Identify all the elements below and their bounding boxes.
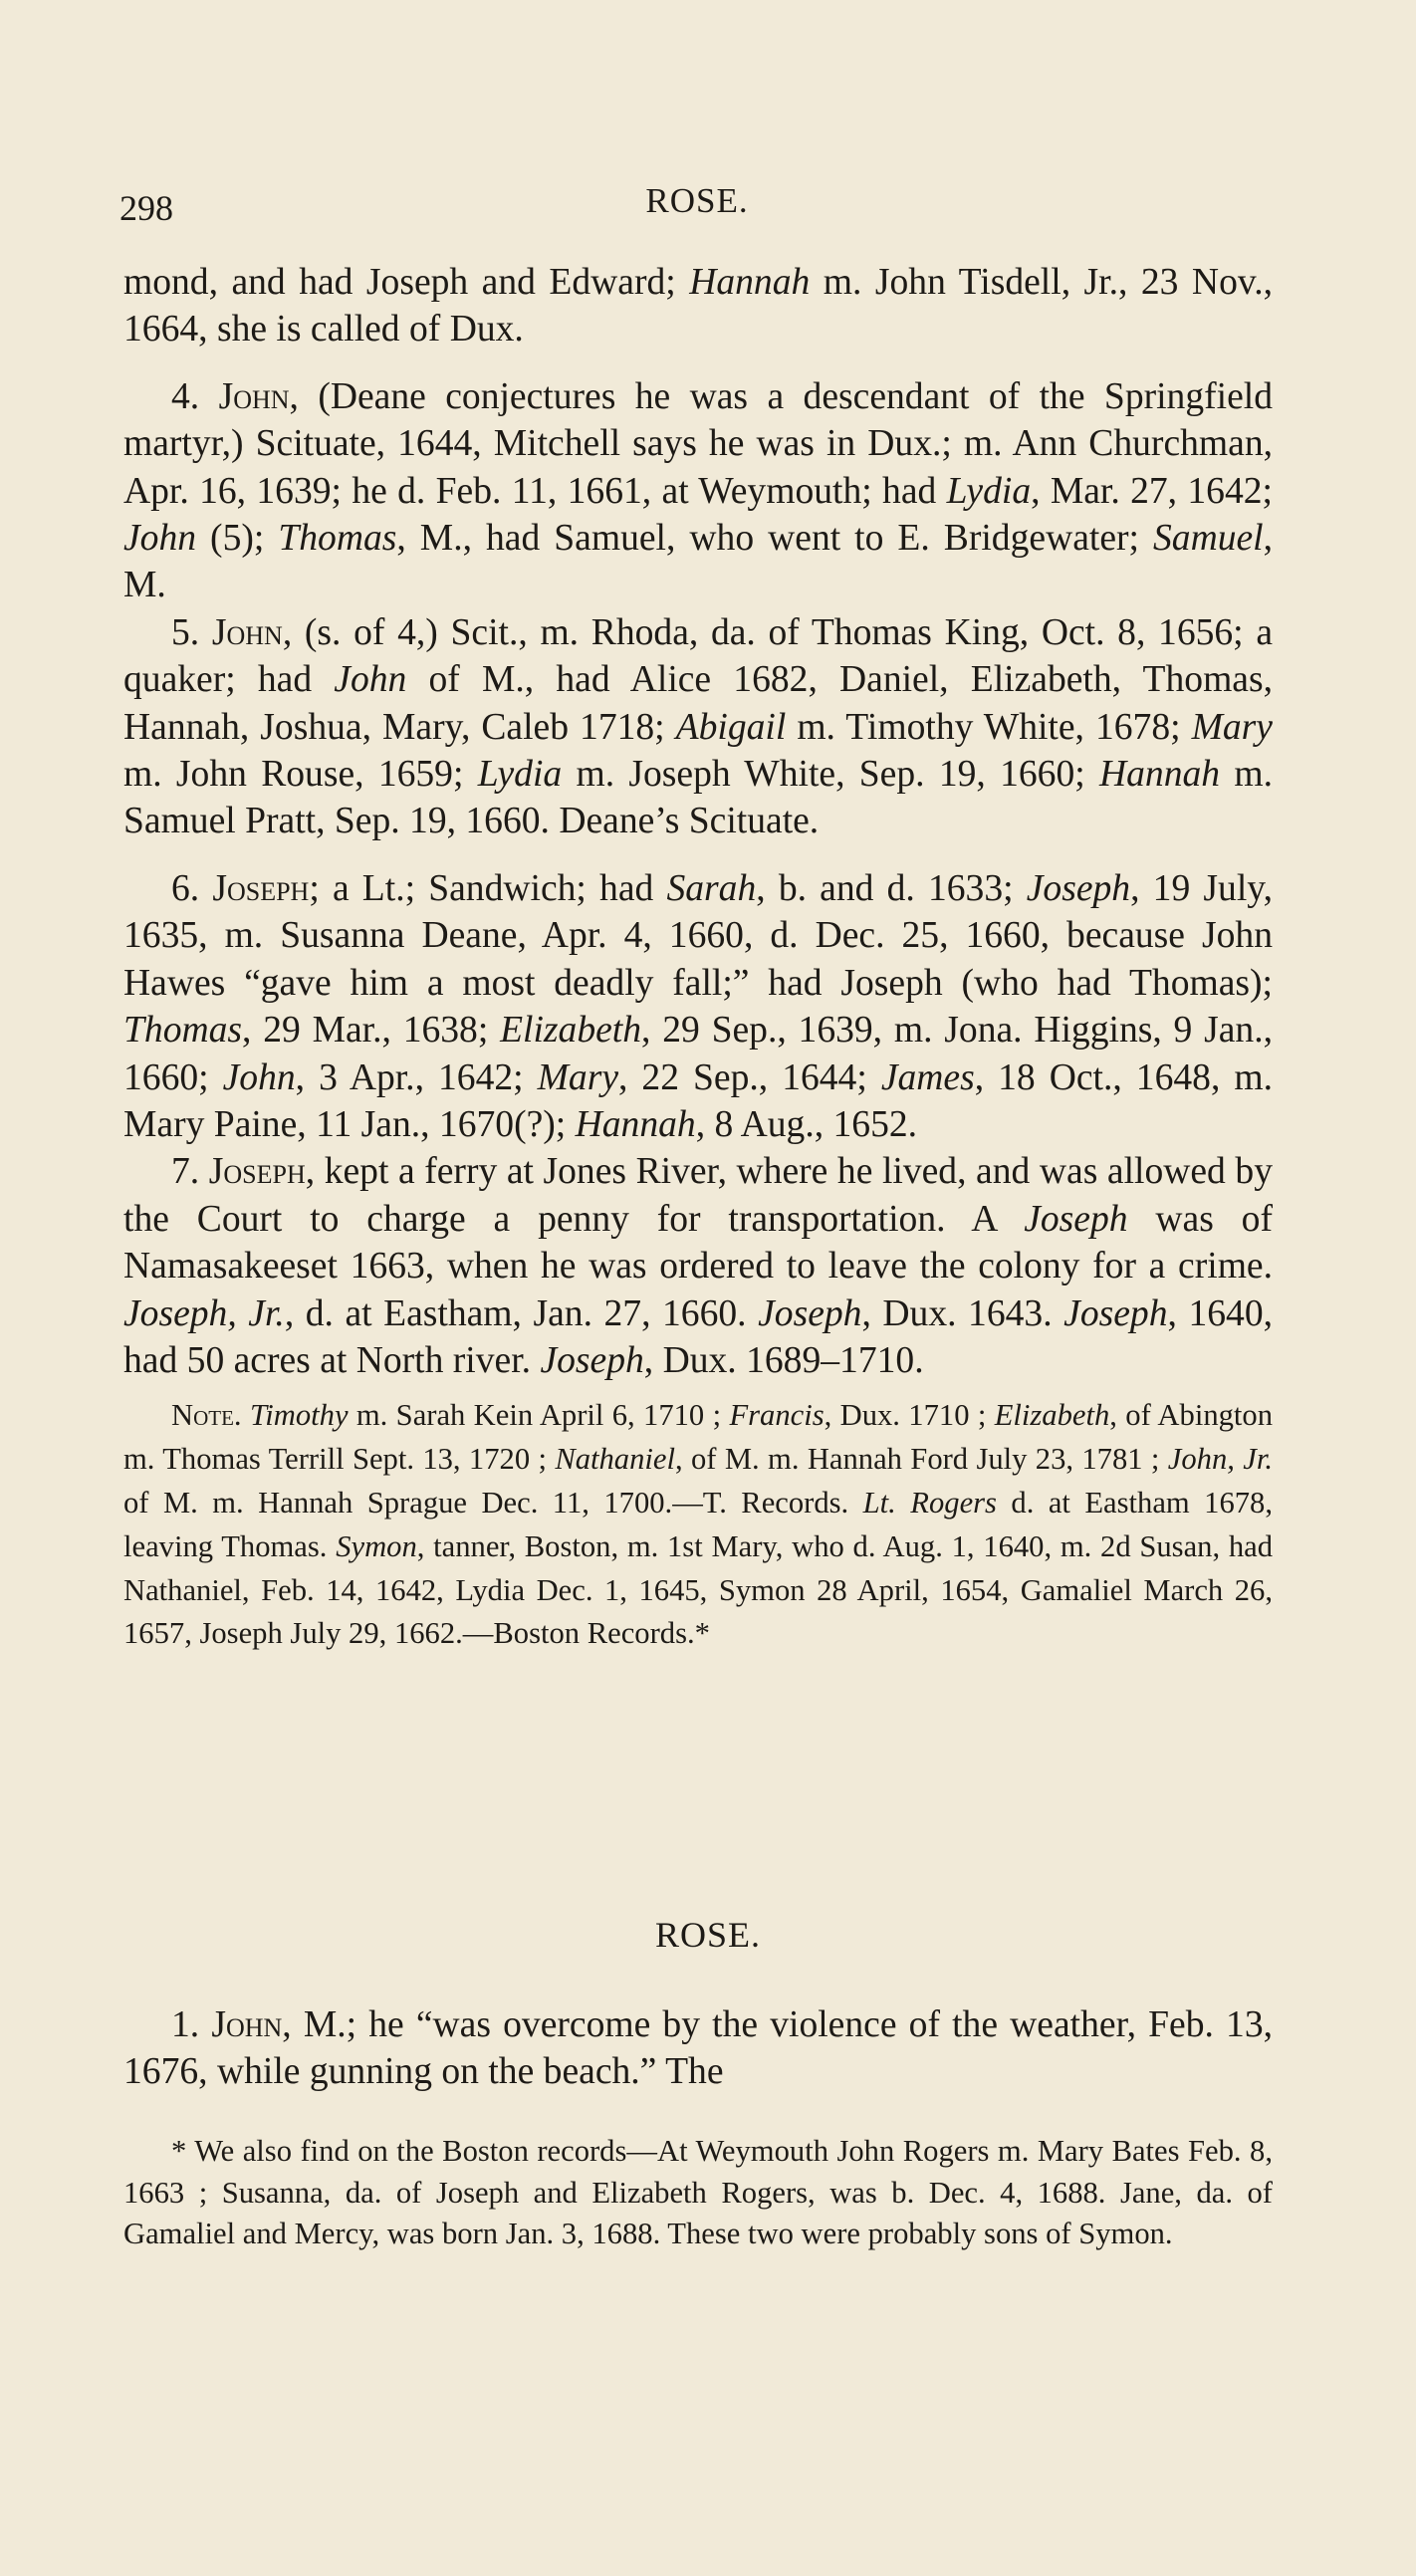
text-run: of M., had Alice 1682, Daniel, Elizabeth, Thomas, Hannah, Joshua, Mary, Caleb 1718; <box>123 659 1273 748</box>
name-john: John <box>123 518 197 560</box>
name-sarah: Sarah <box>666 867 757 909</box>
text-run: d. at Eastham 1678, leaving Thomas. <box>123 1485 1273 1563</box>
name-thomas: Thomas <box>278 518 397 560</box>
name-lydia: Lydia <box>477 754 563 796</box>
main-text <box>123 259 1273 1656</box>
text-run: , kept a ferry at Jones River, where he lived, and was allowed by the Court to charge a penny for transportation. A <box>123 1151 1273 1240</box>
text-run: , 3 Apr., 1642; <box>295 1056 538 1098</box>
name-elizabeth: Elizabeth <box>994 1398 1110 1433</box>
running-head: ROSE. <box>645 181 749 220</box>
text-run: (5); <box>196 518 279 560</box>
text-run: m. Timothy White, 1678; <box>786 706 1192 748</box>
name-joseph-jr: Joseph, Jr. <box>123 1292 285 1334</box>
text-run: , M.; he “was overcome by the violence of the weather, Feb. 13, 1676, while gunning on the beach.” The <box>123 2004 1274 2093</box>
name-elizabeth: Elizabeth <box>500 1010 642 1052</box>
entry-4-john <box>123 373 1273 609</box>
entry-5-john <box>123 609 1273 845</box>
name-joseph: Joseph <box>1063 1292 1168 1334</box>
page-header <box>119 179 1275 229</box>
text-run: , Mar. 27, 1642; <box>1031 470 1273 512</box>
entry-name: John <box>211 2004 283 2045</box>
text-run: , (s. of 4,) Scit., m. Rhoda, da. of Thomas King, Oct. 8, 1656; a quaker; had <box>123 611 1273 701</box>
entry-6-joseph <box>123 865 1273 1148</box>
text-run: , Dux. 1689–1710. <box>643 1339 924 1381</box>
name-joseph: Joseph <box>1026 867 1131 909</box>
name-timothy: Timothy <box>249 1398 349 1433</box>
paragraph-continued <box>123 259 1273 353</box>
text-run: , tanner, Boston, m. 1st Mary, who d. Aug. 1, 1640, m. 2d Susan, had Nathaniel, Feb. 14, 1642, Lydia Dec. 1, 1645, Symon 28 April, 1654, Gamaliel March 26, 1657, Joseph July 29, 1662.—Boston Records.* <box>123 1528 1273 1651</box>
text-run: , Dux. 1643. <box>861 1292 1064 1334</box>
text-run: , (Deane conjectures he was a descendant of the Springfield martyr,) Scituate, 1644, Mitchell says he was in Dux.; m. Ann Churchman, Apr. 16, 1639; he d. Feb. 11, 1661, at Weymouth; had <box>123 375 1274 512</box>
name-joseph: Joseph <box>1024 1198 1128 1240</box>
text-run: , 8 Aug., 1652. <box>695 1103 918 1145</box>
rose-section-text <box>123 2001 1273 2096</box>
name-symon: Symon <box>336 1528 417 1563</box>
text-run: , Dux. 1710 ; <box>824 1398 995 1433</box>
text-run: , of M. m. Hannah Ford July 23, 1781 ; <box>675 1442 1168 1477</box>
text-run: , 29 Sep., 1639, m. Jona. Higgins, 9 Jan., 1660; <box>123 1010 1273 1098</box>
name-francis: Francis <box>729 1398 825 1433</box>
text-run: m. John Rouse, 1659; <box>123 754 478 796</box>
note-paragraph <box>123 1394 1273 1656</box>
text-run: mond, and had Joseph and Edward; <box>123 262 690 303</box>
text-run: m. Sarah Kein April 6, 1710 ; <box>348 1398 730 1433</box>
text-run: m. John Tisdell, Jr., 23 Nov., 1664, she is called of Dux. <box>123 262 1273 351</box>
name-lydia: Lydia <box>946 470 1032 512</box>
text-run: , b. and d. 1633; <box>756 867 1027 909</box>
text-run: , of Abington m. Thomas Terrill Sept. 13, 1720 ; <box>123 1398 1274 1477</box>
name-lt-rogers: Lt. Rogers <box>862 1485 997 1520</box>
name-samuel: Samuel <box>1152 518 1264 560</box>
entry-number: 7. <box>171 1151 209 1193</box>
name-nathaniel: Nathaniel <box>555 1442 675 1477</box>
entry-name: John <box>211 611 283 653</box>
entry-number: 6. <box>171 867 213 909</box>
name-john-jr: John, Jr. <box>1167 1442 1273 1477</box>
text-run: ; a Lt.; Sandwich; had <box>309 867 667 909</box>
name-joseph: Joseph <box>758 1292 862 1334</box>
entry-number: 1. <box>171 2004 212 2045</box>
entry-number: 5. <box>171 611 212 653</box>
rose-entry-1-john <box>123 2001 1273 2096</box>
name-mary: Mary <box>1191 706 1273 748</box>
page-number: 298 <box>119 188 173 228</box>
name-mary: Mary <box>537 1056 619 1098</box>
text-run: , 18 Oct., 1648, m. Mary Paine, 11 Jan., 1670(?); <box>123 1056 1273 1145</box>
entry-7-joseph <box>123 1148 1273 1384</box>
note-label: Note. <box>171 1398 242 1433</box>
section-title: ROSE. <box>654 1915 762 1955</box>
name-hannah: Hannah <box>575 1103 696 1145</box>
name-abigail: Abigail <box>675 706 787 748</box>
text-run: , 22 Sep., 1644; <box>618 1056 881 1098</box>
text-run: , M. <box>123 518 1274 606</box>
name-john: John <box>222 1056 296 1098</box>
text-run: of M. m. Hannah Sprague Dec. 11, 1700.—T. Records. <box>123 1485 863 1520</box>
name-joseph: Joseph <box>540 1339 644 1381</box>
footnote: * We also find on the Boston records—At Weymouth John Rogers m. Mary Bates Feb. 8, 1663 ; Susanna, da. of Joseph and Elizabeth Rogers, was b. Dec. 4, 1688. Jane, da. of Gamaliel and Mercy, was born Jan. 3, 1688. These two were probably sons of Symon. <box>123 2134 1273 2250</box>
entry-name: Joseph <box>208 1151 306 1193</box>
text-run: m. Joseph White, Sep. 19, 1660; <box>562 754 1099 796</box>
entry-name: John <box>218 375 290 417</box>
text-run: , 1640, had 50 acres at North river. <box>123 1292 1274 1381</box>
entry-name: Joseph <box>212 867 310 909</box>
name-hannah: Hannah <box>1098 754 1221 796</box>
text-run: , 29 Mar., 1638; <box>242 1010 501 1052</box>
text-run: m. Samuel Pratt, Sep. 19, 1660. Deane’s Scituate. <box>123 754 1273 842</box>
name-hannah: Hannah <box>689 262 811 303</box>
name-thomas: Thomas <box>123 1010 243 1052</box>
name-john: John <box>334 659 407 701</box>
text-run: , 19 July, 1635, m. Susanna Deane, Apr. 4, 1660, d. Dec. 25, 1660, because John Hawes “gave him a most deadly fall;” had Joseph (who had Thomas); <box>123 867 1274 1004</box>
text-run: was of Namasakeeset 1663, when he was ordered to leave the colony for a crime. <box>123 1198 1273 1288</box>
text-run: , d. at Eastham, Jan. 27, 1660. <box>284 1292 759 1334</box>
text-run: , M., had Samuel, who went to E. Bridgewater; <box>396 518 1153 560</box>
name-james: James <box>880 1056 975 1098</box>
entry-number: 4. <box>171 375 219 417</box>
